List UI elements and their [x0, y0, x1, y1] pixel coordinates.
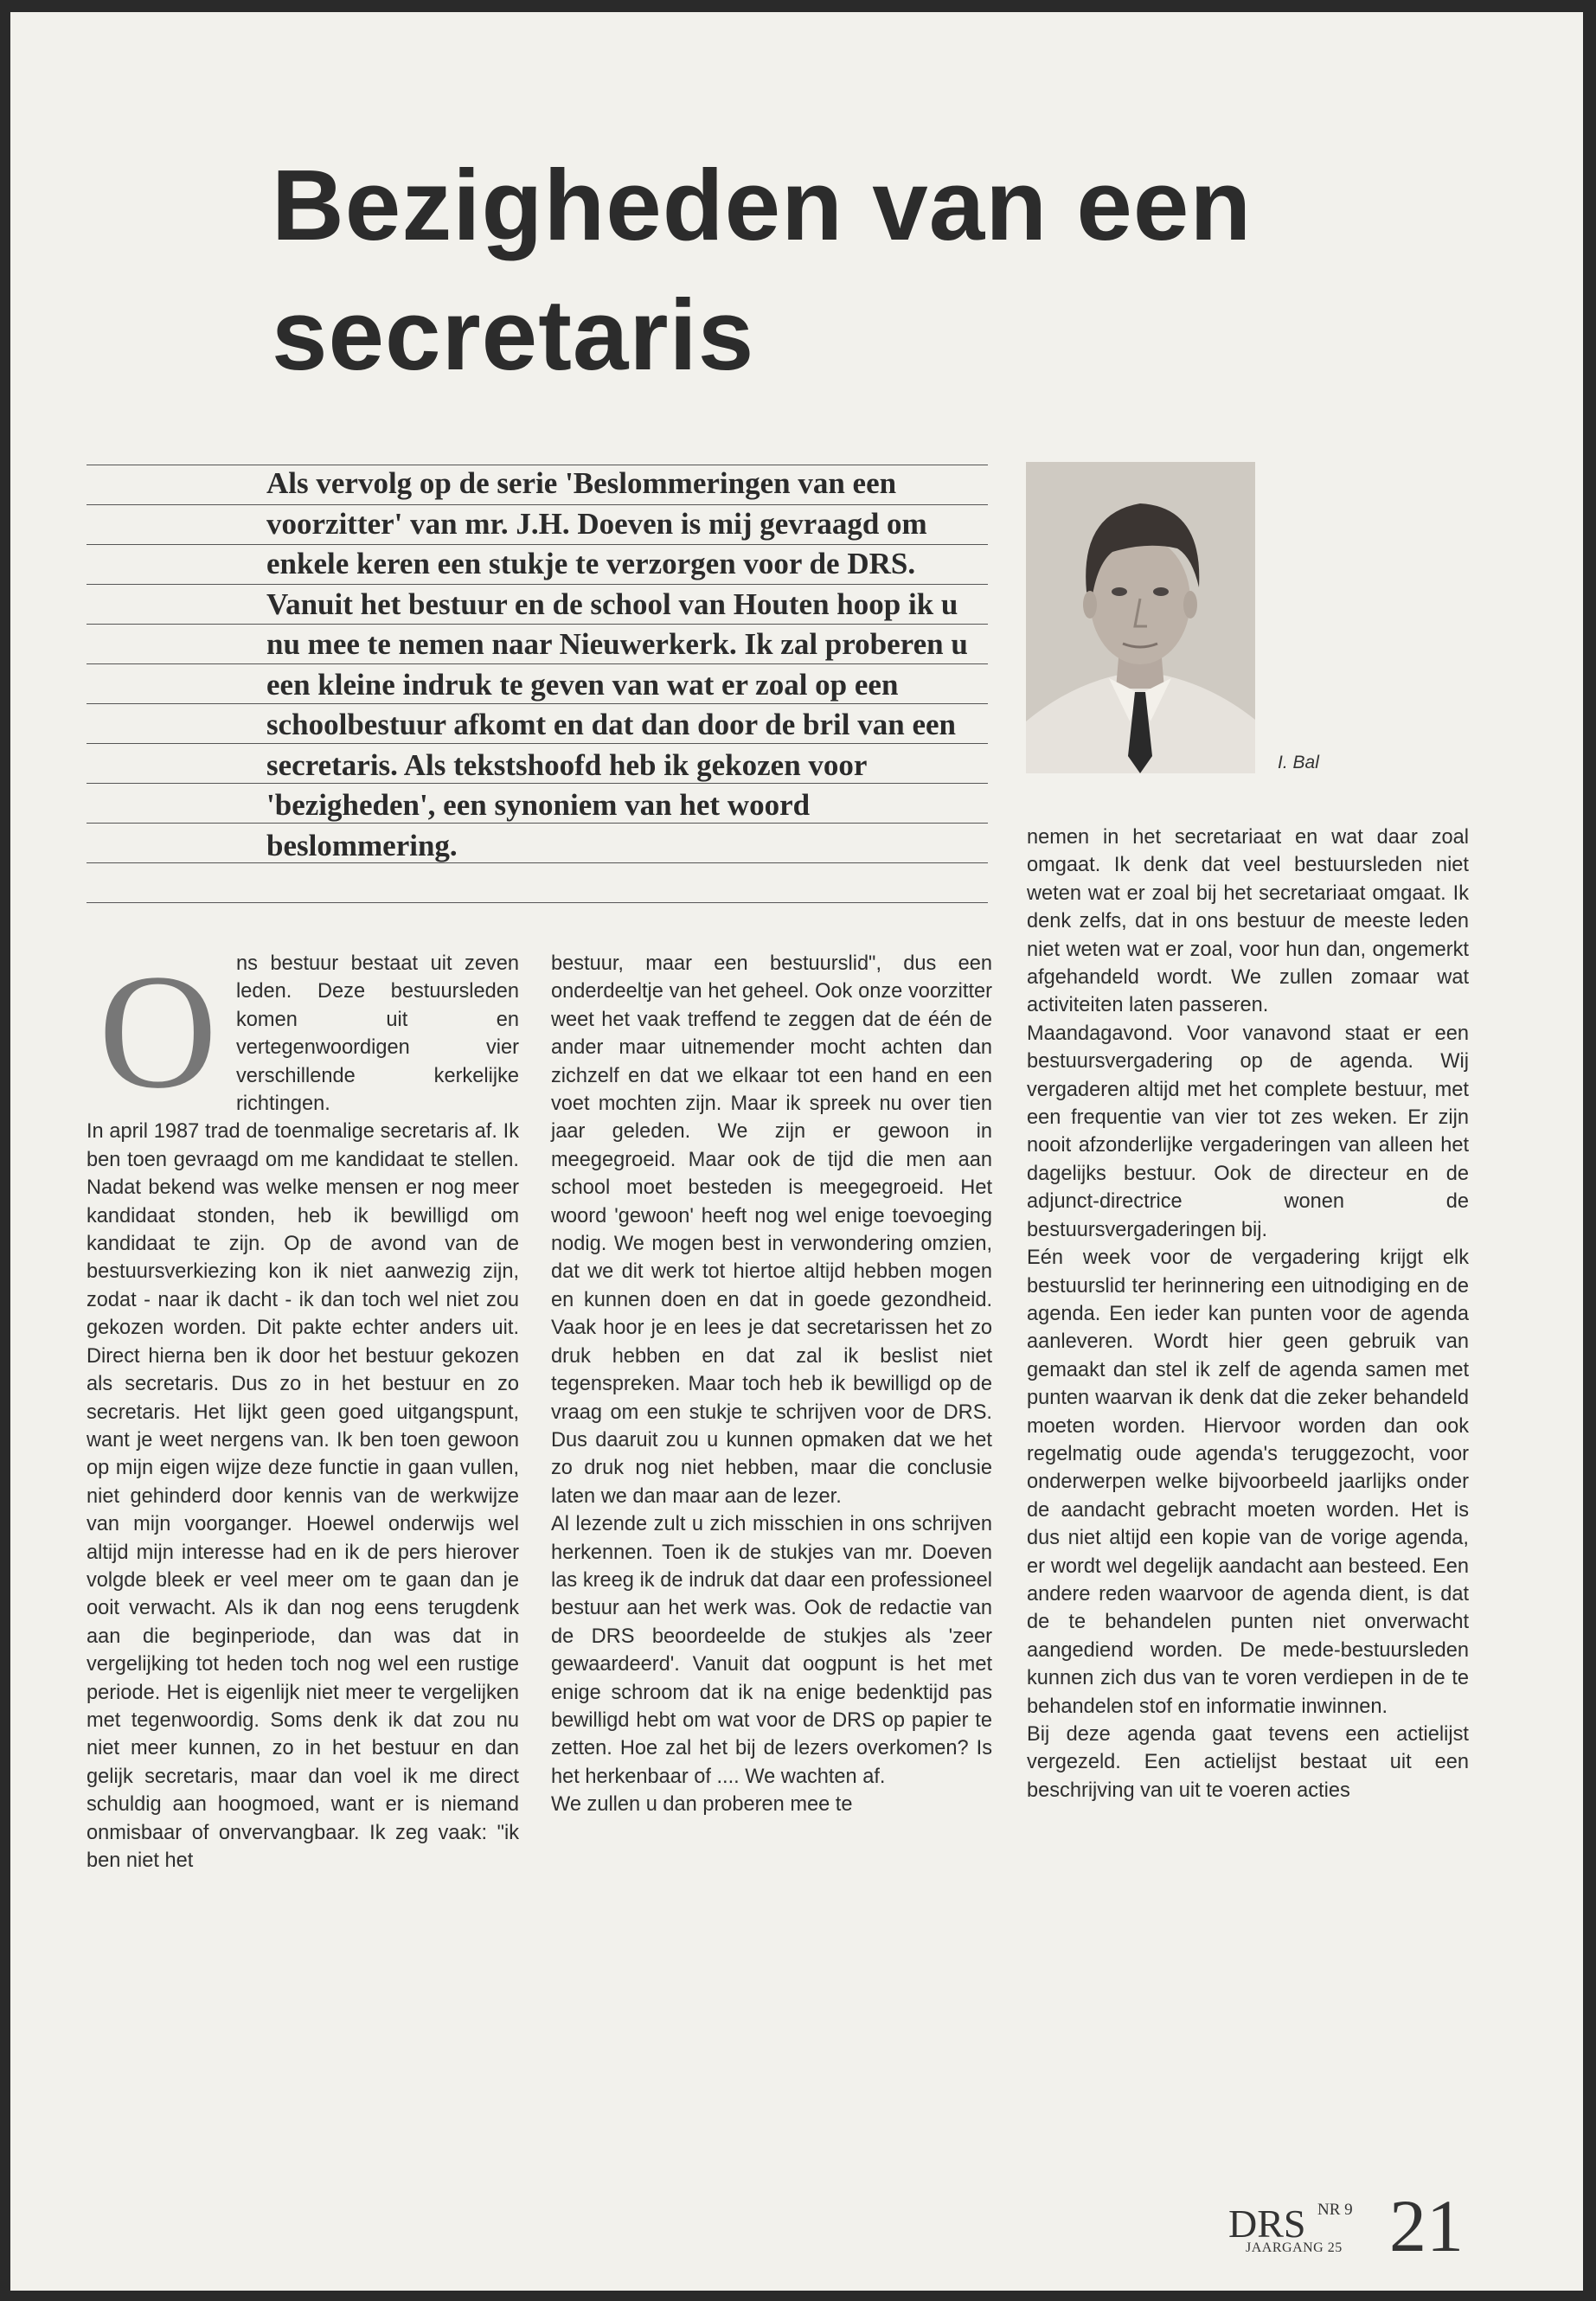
page-number: 21 [1389, 2184, 1464, 2267]
paragraph: Al lezende zult u zich misschien in ons schrijven herkennen. Toen ik de stukjes van mr. Doeven las kreeg ik de indruk dat daar een professioneel bestuur aan het werk was. Ook de redactie van de DRS beoordeelde de stukjes als 'zeer gewaardeerd'. Vanuit dat oogpunt is het met enige schroom dat ik na enige bedenktijd pas bewilligd hebt om wat voor de DRS op papier te zetten. Hoe zal het bij de lezers overkomen? Is het herkenbaar of .... We wachten af. [551, 1513, 992, 1788]
paragraph: Maandagavond. Voor vanavond staat er een bestuursvergadering op de agenda. Wij vergaderen altijd met het complete bestuur, met een frequentie van vier tot zes weken. Er zijn nooit afzonderlijke vergaderingen van alleen het dagelijks bestuur. Ook de directeur en de adjunct-directrice wonen de bestuursvergaderingen bij. [1027, 1022, 1469, 1241]
volume-label: JAARGANG 25 [1246, 2240, 1343, 2255]
text-column-1 [87, 941, 519, 1875]
text-column-3 [1027, 824, 1469, 1804]
paragraph: We zullen u dan proberen mee te [551, 1793, 853, 1817]
paragraph: nemen in het secretariaat en wat daar zoal omgaat. Ik denk dat veel bestuursleden niet weten wat er zoal bij het secretariaat omgaat. Ik denk zelfs, dat in ons bestuur de meeste leden niet weten wat er zoal, voor hun dan, ongemerkt afgehandeld wordt. We zullen zomaar wat activiteiten laten passeren. [1027, 826, 1469, 1017]
paragraph: bestuur, maar een bestuurslid", dus een onderdeeltje van het geheel. Ook onze voorzitter weet het vaak treffend te zeggen dat de één de ander maar uitnemender mocht achten dan zichzelf en dat we elkaar tot een hand en een voet mochten zijn. Maar ik spreek nu over tien jaar geleden. We zijn er gewoon in meegegroeid. Maar ook de tijd die men aan school moet besteden is meegegroeid. Het woord 'gewoon' heeft nog wel enige toevoeging nodig. We mogen best in verwondering omzien, dat we dit werk tot hiertoe altijd hebben mogen en kunnen doen en dat in goede gezondheid. Vaak hoor je en lees je dat secretarissen het zo druk hebben en dat zal ik beslist niet tegenspreken. Maar toch heb ik bewilligd op de vraag om een stukje te schrijven voor de DRS. Dus daaruit zou u kunnen opmaken dat we het zo druk nog niet hebben, maar die conclusie laten we dan maar aan de lezer. [551, 952, 992, 1508]
author-photo [1026, 462, 1255, 773]
photo-caption: I. Bal [1278, 753, 1319, 772]
magazine-name: DRS [1228, 2202, 1306, 2246]
paragraph: In april 1987 trad de toenmalige secretaris af. Ik ben toen gevraagd om me kandidaat te stellen. Nadat bekend was welke mensen er nog meer kandidaat stonden, heb ik bewilligd om kandidaat te zijn. Op de avond van de bestuursverkiezing kon ik niet aanwezig zijn, zodat - naar ik dacht - ik dan toch wel niet zou gekozen worden. Dit pakte echter anders uit. Direct hierna ben ik door het bestuur gekozen als secretaris. Dus zo in het bestuur en zo secretaris. Het lijkt geen goed uitgangspunt, want je weet nergens van. Ik ben toen gewoon op mijn eigen wijze deze functie in gaan vullen, niet gehinderd door kennis van de werkwijze van mijn voorganger. Hoewel onderwijs wel altijd mijn interesse had en ik de pers hierover volgde bleek er veel meer om te gaan dan je ooit verwacht. Als ik dan nog eens terugdenk aan die beginperiode, dan was dat in vergelijking tot heden toch nog wel een rustige periode. Het is eigenlijk niet meer te vergelijken met tegenwoordig. Soms denk ik dat zou nu niet meer kunnen, zo in het bestuur en dan gelijk secretaris, maar dan voel ik me direct schuldig aan hoogmoed, want er is niemand onmisbaar of onvervangbaar. Ik zeg vaak: "ik ben niet het [87, 1120, 519, 1872]
opening-text: ns bestuur bestaat uit zeven leden. Deze bestuursleden komen uit en vertegenwoordigen vier verschillende kerkelijke richtingen. [236, 952, 519, 1116]
paragraph: Bij deze agenda gaat tevens een actielijst vergezeld. Een actielijst bestaat uit een beschrijving van uit te voeren acties [1027, 1723, 1469, 1802]
intro-paragraph: Als vervolg op de serie 'Beslommeringen van een voorzitter' van mr. J.H. Doeven is mij gevraagd om enkele keren een stukje te verzorgen voor de DRS. Vanuit het bestuur en de school van Houten hoop ik u nu mee te nemen naar Nieuwerkerk. Ik zal proberen u een kleine indruk te geven van wat er zoal op een schoolbestuur afkomt en dat dan door de bril van een secretaris. Als tekstshoofd heb ik gekozen voor 'bezigheden', een synoniem van het woord beslommering. [266, 466, 968, 862]
page-footer [1228, 2183, 1557, 2267]
text-column-2 [551, 950, 992, 1819]
drop-cap: O [98, 941, 218, 1123]
paragraph: Eén week voor de vergadering krijgt elk bestuurslid ter herinnering een uitnodiging en de agenda. Een ieder kan punten voor de agenda aanleveren. Wordt hier geen gebruik van gemaakt dan stel ik zelf de agenda samen met punten waarvan ik denk dat die zeker behandeld moeten worden. Hiervoor worden dan ook regelmatig oude agenda's teruggezocht, voor onderwerpen welke bijvoorbeeld jaarlijks onder de aandacht gebracht moeten worden. Het is dus niet altijd een kopie van de vorige agenda, er wordt wel degelijk aandacht aan besteed. Een andere reden waarvoor de agenda dient, is dat de te behandelen punten niet onverwacht aangediend worden. De mede-bestuursleden kunnen zich dus van te voren verdiepen in de te behandelen stof en informatie inwinnen. [1027, 1247, 1469, 1718]
magazine-page [10, 12, 1583, 2291]
opening-paragraph [87, 941, 519, 1123]
issue-number: NR 9 [1317, 2201, 1353, 2219]
article-title: Bezigheden van een secretaris [272, 149, 1253, 391]
